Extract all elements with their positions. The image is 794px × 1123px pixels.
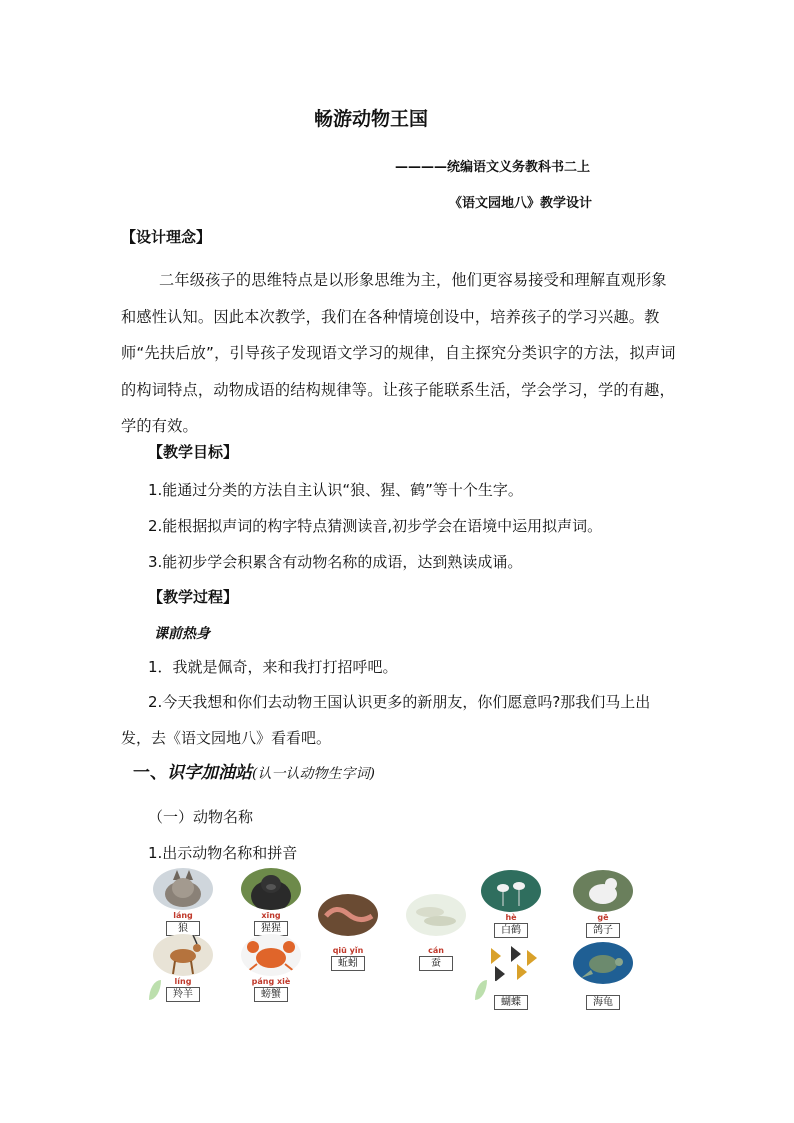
animal-card-wolf: [153, 868, 213, 936]
pinyin-wolf: láng: [173, 911, 193, 920]
section-1-heading: [133, 758, 375, 783]
silkworm-icon: [406, 894, 466, 936]
warmup-item-3: 发，去《语文园地八》看看吧。: [121, 729, 332, 747]
warmup-item-2: 2.今天我想和你们去动物王国认识更多的新朋友，你们愿意吗?那我们马上出: [148, 693, 651, 711]
crab-icon: [241, 934, 301, 976]
animal-card-silkworm: [406, 894, 466, 971]
goal-item-1: 1.能通过分类的方法自主认识“狼、猩、鹤”等十个生字。: [148, 481, 523, 499]
step-1: 1.出示动物名称和拼音: [148, 844, 298, 862]
animal-card-butterfly: [481, 942, 541, 1010]
pinyin-earthworm: qiū yǐn: [332, 946, 364, 955]
animal-card-antelope: [153, 934, 213, 1002]
label-earthworm: 蚯蚓: [331, 956, 365, 971]
goals-heading: 【教学目标】: [148, 443, 239, 461]
goal-item-3: 3.能初步学会积累含有动物名称的成语，达到熟读成诵。: [148, 553, 523, 571]
animal-card-gorilla: [241, 868, 301, 936]
pigeon-icon: [573, 870, 633, 912]
section-1-number: 一、: [133, 763, 167, 783]
animal-card-pigeon: [573, 870, 633, 938]
pinyin-pigeon: gē: [597, 913, 609, 922]
animal-card-earthworm: [318, 894, 378, 971]
label-crane: 白鹤: [494, 923, 528, 938]
animal-panel-2: [312, 866, 472, 1002]
animal-card-turtle: [573, 942, 633, 1010]
pinyin-antelope: líng: [174, 977, 192, 986]
crane-icon: [481, 870, 541, 912]
pinyin-turtle: [573, 985, 633, 995]
label-wolf: 狼: [166, 921, 200, 936]
design-paragraph: 二年级孩子的思维特点是以形象思维为主，他们更容易接受和理解直观形象和感性认知。因此本次教学，我们在各种情境创设中，培养孩子的学习兴趣。教师“先扶后放”，引导孩子发现语文学习的规律，自主探究分类识字的方法，拟声词的构词特点，动物成语的结构规律等。让孩子能联系生活，学会学习，学的有趣，学的有效。: [121, 271, 676, 435]
subsection-heading: （一）动物名称: [148, 808, 254, 826]
warmup-label: 课前热身: [154, 626, 210, 642]
process-heading: 【教学过程】: [148, 588, 239, 606]
antelope-icon: [153, 934, 213, 976]
subtitle-line-2: 《语文园地八》教学设计: [449, 196, 593, 211]
gorilla-icon: [241, 868, 301, 910]
animal-card-crane: [481, 870, 541, 938]
label-gorilla: 猩猩: [254, 921, 288, 936]
subtitle-line-1: ————统编语文义务教科书二上: [395, 160, 591, 175]
butterfly-icon: [481, 942, 541, 984]
pinyin-gorilla: xīng: [261, 911, 281, 920]
label-antelope: 羚羊: [166, 987, 200, 1002]
label-butterfly: 蝴蝶: [494, 995, 528, 1010]
label-silkworm: 蚕: [419, 956, 453, 971]
animal-panel-3: [475, 866, 640, 1008]
pinyin-crane: hè: [505, 913, 517, 922]
label-turtle: 海龟: [586, 995, 620, 1010]
warmup-item-1: 1．我就是佩奇，来和我打打招呼吧。: [148, 658, 398, 676]
section-1-note: (认一认动物生字词): [252, 766, 375, 782]
earthworm-icon: [318, 894, 378, 936]
animal-panel-1: [149, 866, 309, 1002]
animal-card-crab: [241, 934, 301, 1002]
design-heading: 【设计理念】: [121, 228, 212, 246]
label-pigeon: 鸽子: [586, 923, 620, 938]
goal-item-2: 2.能根据拟声词的构字特点猜测读音,初步学会在语境中运用拟声词。: [148, 517, 603, 535]
document-title: [0, 104, 794, 131]
pinyin-crab: páng xiè: [251, 977, 291, 986]
section-1-title: 识字加油站: [167, 763, 252, 783]
wolf-icon: [153, 868, 213, 910]
pinyin-silkworm: cán: [428, 946, 444, 955]
turtle-icon: [573, 942, 633, 984]
label-crab: 螃蟹: [254, 987, 288, 1002]
title-text: 畅游动物王国: [313, 108, 428, 130]
pinyin-butterfly: [481, 985, 541, 995]
